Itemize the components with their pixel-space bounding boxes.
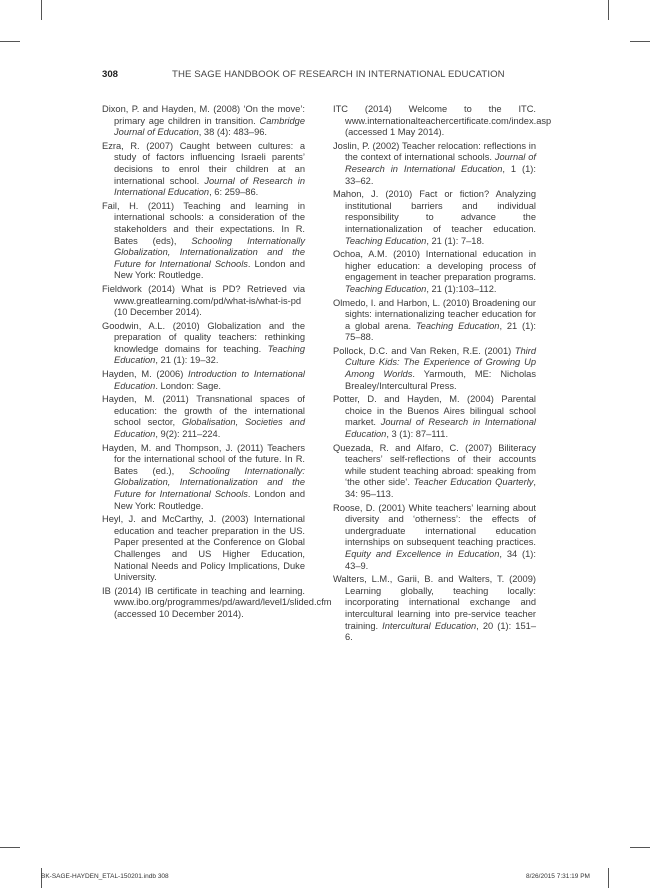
reference-text: IB (2014) IB certificate in teaching and learning. www.ibo.org/programmes/pd/award/level1/slided.cfm (accessed 10 December 2014).: [102, 585, 332, 619]
reference-text: Roose, D. (2001) White teachers’ learning about diversity and ‘otherness’: the effects of undergraduate international education internships on subsequent teaching practices.: [333, 502, 536, 548]
reference-entry: [333, 104, 552, 139]
crop-mark: [41, 0, 42, 20]
reference-details: , 21 (1): 7–18.: [426, 235, 485, 246]
reference-title: Cambridge Journal of Education: [114, 115, 305, 138]
reference-details: , 34: 95–113.: [345, 477, 536, 499]
reference-details: , 3 (1): 87–111.: [386, 429, 449, 440]
reference-text: Joslin, P. (2002) Teacher relocation: reflections in the context of international schools.: [333, 140, 536, 163]
reference-details: , 38 (4): 483–96.: [198, 127, 267, 138]
reference-details: , 1 (1): 33–62.: [345, 163, 536, 186]
reference-title: Journal of Research in International Education: [345, 417, 536, 440]
reference-text: Mahon, J. (2010) Fact or fiction? Analyzing institutional barriers and individual responsibility to advance the internationalization of teacher education.: [333, 189, 536, 234]
reference-details: . London and New York: Routledge.: [114, 258, 305, 281]
reference-entry: [333, 443, 536, 501]
reference-text: Fail, H. (2011) Teaching and learning in international schools: a consideration of the stakeholders and their expectations. In R. Bates (eds),: [102, 200, 305, 246]
reference-title: Teaching Education: [345, 283, 427, 294]
reference-text: Ochoa, A.M. (2010) International education in higher education: a developing process of engagement in teacher preparation programs.: [333, 249, 536, 283]
page-header: [102, 69, 552, 83]
reference-entry: [333, 141, 536, 187]
reference-text: Fieldwork (2014) What is PD? Retrieved via www.greatlearning.com/pd/what-is/what-is-pd (10 December 2014).: [102, 283, 305, 318]
reference-text: Hayden, M. (2011) Transnational spaces of education: the growth of the international school sector,: [102, 394, 305, 428]
crop-mark: [630, 41, 650, 42]
crop-mark: [608, 0, 609, 20]
reference-details: . Yarmouth, ME: Nicholas Brealey/Intercultural Press.: [345, 369, 537, 391]
reference-details: , 21 (1):103–112.: [426, 283, 497, 294]
reference-text: Walters, L.M., Garii, B. and Walters, T. (2009) Learning globally, teaching locally: incorporating international exchange and intercultural learning into pre-service teacher training.: [333, 574, 536, 631]
reference-entry: [102, 321, 305, 367]
reference-text: Hayden, M. (2006): [102, 369, 189, 380]
reference-entry: [102, 141, 305, 199]
reference-title: Teaching Education: [415, 320, 500, 331]
reference-details: , 20 (1): 151–6.: [345, 620, 536, 643]
reference-entry: [333, 394, 536, 440]
reference-text: Heyl, J. and McCarthy, J. (2003) International education and teacher preparation in the US. Paper presented at the Conference on Global Challenges and US Higher Education, National Needs and Policy Implications, Duke University.: [102, 514, 305, 583]
reference-entry: [102, 369, 305, 392]
reference-entry: [102, 284, 305, 319]
crop-mark: [608, 868, 609, 888]
reference-text: Dixon, P. and Hayden, M. (2008) ‘On the move’: primary age children in transition.: [102, 104, 305, 126]
reference-title: Teacher Education Quarterly: [413, 477, 534, 488]
reference-entry: [102, 443, 305, 513]
reference-details: , 21 (1): 19–32.: [155, 355, 219, 366]
reference-text: ITC (2014) Welcome to the ITC. www.internationalteachercertificate.com/index.asp (accessed 1 May 2014).: [333, 104, 552, 138]
references-column-left: [102, 104, 332, 623]
reference-text: Pollock, D.C. and Van Reken, R.E. (2001): [333, 345, 515, 356]
reference-entry: [102, 394, 305, 440]
reference-entry: [333, 346, 536, 392]
crop-mark: [0, 847, 20, 848]
reference-text: Ezra, R. (2007) Caught between cultures: a study of factors influencing Israeli parents’ decisions to enrol their children at an international school.: [102, 140, 305, 186]
reference-entry: [333, 298, 536, 344]
reference-entry: [333, 249, 536, 295]
reference-title: Schooling Internationally Globalization, Internationalization and the Future for International Schools: [114, 235, 305, 269]
reference-entry: [333, 503, 536, 573]
crop-mark: [630, 847, 650, 848]
running-title: THE SAGE HANDBOOK OF RESEARCH IN INTERNATIONAL EDUCATION: [172, 69, 505, 80]
reference-text: Hayden, M. and Thompson, J. (2011) Teachers for the international school of the future. In R. Bates (ed.),: [102, 442, 305, 476]
reference-entry: [102, 585, 332, 621]
reference-entry: [102, 201, 305, 282]
reference-details: . London and New York: Routledge.: [114, 489, 305, 511]
reference-text: Olmedo, I. and Harbon, L. (2010) Broadening our sights: internationalizing teacher education for a global arena.: [333, 297, 536, 331]
reference-details: , 9(2): 211–224.: [155, 429, 221, 440]
reference-title: Introduction to International Education: [114, 369, 306, 391]
reference-entry: [102, 514, 305, 584]
reference-details: . London: Sage.: [155, 380, 222, 391]
reference-title: Intercultural Education: [382, 620, 477, 631]
reference-entry: [333, 189, 536, 247]
reference-title: Globalisation, Societies and Education: [114, 417, 305, 440]
reference-title: Third Culture Kids: The Experience of Growing Up Among Worlds: [345, 345, 536, 380]
reference-details: , 21 (1): 75–88.: [345, 320, 536, 343]
reference-details: , 34 (1): 43–9.: [345, 548, 536, 571]
references-column-right: [333, 104, 552, 646]
page-number: 308: [102, 69, 119, 80]
reference-text: Quezada, R. and Alfaro, C. (2007) Biliteracy teachers’ self-reflections of their accounts while student teaching abroad: speaking from ‘the other side’.: [333, 442, 536, 488]
reference-text: Goodwin, A.L. (2010) Globalization and the preparation of quality teachers: rethinking knowledge domains for teaching.: [102, 320, 305, 354]
reference-entry: [102, 104, 305, 139]
footer-timestamp: 8/26/2015 7:31:19 PM: [526, 873, 590, 880]
reference-title: Teaching Education: [114, 343, 305, 366]
reference-title: Teaching Education: [345, 235, 427, 246]
reference-title: Schooling Internationally: Globalization, Internationalization and the Future for International Schools: [114, 465, 305, 499]
crop-mark: [0, 41, 20, 42]
reference-title: Journal of Research in International Education: [345, 152, 536, 174]
footer-file: BK-SAGE-HAYDEN_ETAL-150201.indb 308: [41, 873, 169, 880]
reference-entry: [333, 574, 536, 644]
reference-text: Potter, D. and Hayden, M. (2004) Parental choice in the Buenos Aires bilingual school market.: [333, 394, 536, 428]
reference-title: Equity and Excellence in Education: [345, 548, 500, 559]
reference-title: Journal of Research in International Education: [114, 175, 305, 198]
reference-details: , 6: 259–86.: [209, 187, 259, 198]
